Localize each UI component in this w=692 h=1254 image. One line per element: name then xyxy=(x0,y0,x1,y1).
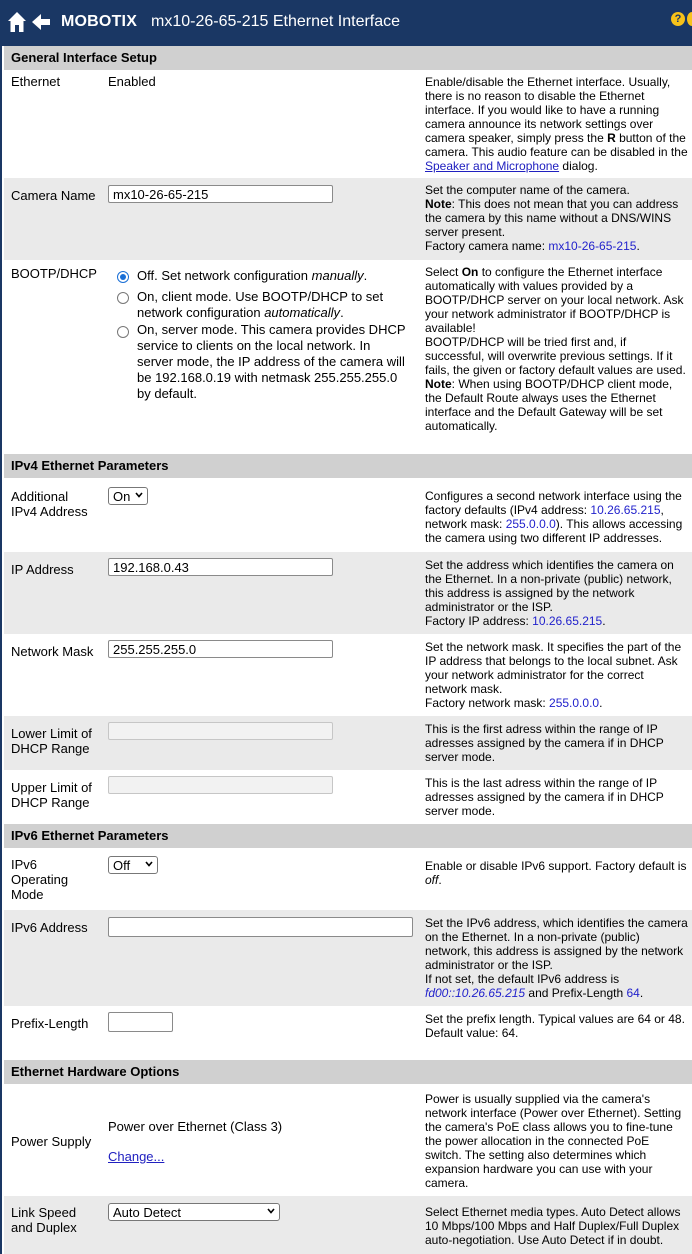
help-text: Default value: 64. xyxy=(425,1026,519,1040)
bootp-help xyxy=(425,265,688,433)
camera-name-label: Camera Name xyxy=(11,188,96,203)
help-icon-partial[interactable] xyxy=(687,12,692,26)
speaker-microphone-link[interactable]: Speaker and Microphone xyxy=(425,159,560,173)
dhcp-upper-input[interactable] xyxy=(108,776,333,794)
note-label: Note xyxy=(425,197,452,211)
label-line: Link Speed xyxy=(11,1205,77,1220)
ipv6-address-help xyxy=(425,916,688,1000)
ip-address-input[interactable] xyxy=(108,558,333,576)
label-line: Mode xyxy=(11,887,44,902)
row-additional-ipv4 xyxy=(4,478,692,552)
ipv6-address-label: IPv6 Address xyxy=(11,920,88,935)
bootp-off-radio[interactable] xyxy=(117,271,129,283)
help-text: If not set, the default IPv6 address is xyxy=(425,972,620,986)
ip-address-help xyxy=(425,558,688,628)
section-hardware xyxy=(4,1060,692,1084)
help-text: ). This allows accessing the camera using two different IP addresses. xyxy=(425,517,683,545)
help-text: Configures a second network interface using the factory defaults (IPv4 address: xyxy=(425,489,682,517)
row-bootp-dhcp xyxy=(4,260,692,454)
help-text: Set the network mask. It specifies the part of the IP address that belongs to the local subnet. Ask your network administrator for the correct network mask. xyxy=(425,640,682,696)
row-prefix-length xyxy=(4,1006,692,1060)
label-line: and Duplex xyxy=(11,1220,77,1235)
link-speed-select[interactable] xyxy=(108,1203,280,1221)
chevron-down-icon xyxy=(145,860,153,868)
main-content xyxy=(0,46,692,1254)
label-line: IPv6 xyxy=(11,857,38,872)
select-value: On xyxy=(113,489,131,504)
ethernet-label: Ethernet xyxy=(11,74,61,89)
brand-logo: MOBOTIX xyxy=(61,13,138,30)
factory-value: 10.26.65.215 xyxy=(590,503,661,517)
help-text: Enable or disable IPv6 support. Factory default is xyxy=(425,859,687,873)
camera-name-help xyxy=(425,183,688,253)
option-emphasis: manually xyxy=(311,268,364,283)
label-line: Additional xyxy=(11,489,69,504)
section-general xyxy=(4,46,692,70)
bootp-client-label xyxy=(137,289,409,321)
row-power-supply xyxy=(4,1084,692,1196)
factory-value: 255.0.0.0 xyxy=(505,517,556,531)
help-key: On xyxy=(461,265,479,279)
label-line: DHCP Range xyxy=(11,795,90,810)
select-value: Auto Detect xyxy=(113,1205,181,1220)
bootp-label: BOOTP/DHCP xyxy=(11,266,97,281)
help-text: and Prefix-Length xyxy=(525,986,627,1000)
help-text: . xyxy=(636,239,640,253)
help-emphasis: off xyxy=(425,873,439,887)
help-key: R xyxy=(607,131,616,145)
help-text: Set the prefix length. Typical values are 64 or 48. xyxy=(425,1012,685,1026)
help-text: Set the address which identifies the camera on the Ethernet. In a non-private (public) network, this address is assigned by the network administrator or the ISP. xyxy=(425,558,674,614)
factory-value: 255.0.0.0 xyxy=(549,696,600,710)
section-ipv6 xyxy=(4,824,692,848)
page-title: mx10-26-65-215 Ethernet Interface xyxy=(151,13,401,30)
power-supply-help: Power is usually supplied via the camera's network interface (Power over Ethernet). Setting the camera's PoE class allows you to fine-tune the power allocation in the connected PoE switch. The setting also determines which expansion hardware you can use with your camera. xyxy=(425,1092,682,1190)
factory-value: mx10-26-65-215 xyxy=(548,239,637,253)
select-value: Off xyxy=(113,858,131,873)
camera-name-input[interactable] xyxy=(108,185,333,203)
help-text: button of the camera. This audio feature can be disabled in the xyxy=(425,131,688,159)
power-supply-label: Power Supply xyxy=(11,1134,92,1149)
factory-value: 10.26.65.215 xyxy=(532,614,603,628)
home-icon[interactable] xyxy=(7,11,27,33)
option-text: . xyxy=(340,305,344,320)
label-line: Lower Limit of xyxy=(11,726,92,741)
dhcp-lower-input[interactable] xyxy=(108,722,333,740)
help-text: dialog. xyxy=(559,159,598,173)
option-emphasis: automatically xyxy=(264,305,341,320)
ethernet-value: Enabled xyxy=(108,74,156,89)
help-text: Enable/disable the Ethernet interface. Usually, there is no reason to disable the Ethernet interface. If you would like to have a running camera announce its network settings over camera speaker, simply press the xyxy=(425,75,671,145)
help-text: BOOTP/DHCP will be tried first and, if successful, will overwrite previous settings. If it fails, the given or factory default values are used. xyxy=(425,335,686,377)
help-text: : This does not mean that you can address the camera by this name without a DNS/WINS server present. xyxy=(425,197,679,239)
section-title: General Interface Setup xyxy=(11,50,157,65)
row-ipv6-address xyxy=(4,910,692,1006)
help-text: Factory IP address: xyxy=(425,614,533,628)
dhcp-lower-label xyxy=(11,726,92,756)
label-line: Upper Limit of xyxy=(11,780,92,795)
help-text: , network mask: xyxy=(425,503,664,531)
change-power-link[interactable]: Change... xyxy=(108,1149,165,1164)
prefix-length-input[interactable] xyxy=(108,1012,173,1032)
help-text: . xyxy=(639,986,644,1000)
section-ipv4 xyxy=(4,454,692,478)
ipv6-mode-label xyxy=(11,857,68,902)
help-text: Factory camera name: xyxy=(425,239,549,253)
dhcp-upper-help: This is the last adress within the range of IP adresses assigned by the camera if in DHCP server mode. xyxy=(425,776,664,818)
help-text: . xyxy=(438,873,442,887)
help-text: Select xyxy=(425,265,462,279)
ipv6-mode-select[interactable] xyxy=(108,856,158,874)
bootp-server-label: On, server mode. This camera provides DHCP service to clients on the local network. In server mode, the IP address of the camera will be 192.168.0.19 with netmask 255.255.255.0 by default. xyxy=(137,322,406,401)
prefix-length-help xyxy=(425,1012,688,1040)
option-text: Off. Set network configuration xyxy=(137,268,312,283)
ip-address-label: IP Address xyxy=(11,562,74,577)
option-text: . xyxy=(363,268,368,283)
ipv6-address-input[interactable] xyxy=(108,917,413,937)
bootp-server-radio[interactable] xyxy=(117,326,129,338)
label-line: Operating xyxy=(11,872,69,887)
help-text: . xyxy=(602,614,606,628)
help-text: . xyxy=(599,696,603,710)
section-title: Ethernet Hardware Options xyxy=(11,1064,180,1079)
factory-value: 64 xyxy=(626,986,640,1000)
prefix-length-label: Prefix-Length xyxy=(11,1016,89,1031)
help-text: to configure the Ethernet interface automatically with values provided by a BOOTP/DHCP server on your local network. Ask your network administrator if BOOTP/DHCP is available! xyxy=(425,265,684,335)
link-speed-label xyxy=(11,1205,77,1235)
row-link-speed xyxy=(4,1196,692,1254)
option-text: On, client mode. Use BOOTP/DHCP to set network configuration xyxy=(137,289,384,320)
factory-value: fd00::10.26.65.215 xyxy=(425,986,526,1000)
bootp-client-radio[interactable] xyxy=(117,292,129,304)
back-arrow-icon[interactable] xyxy=(32,14,50,30)
additional-ipv4-label xyxy=(11,489,88,519)
section-title: IPv4 Ethernet Parameters xyxy=(11,458,169,473)
row-ethernet xyxy=(4,70,692,178)
row-network-mask xyxy=(4,634,692,716)
bootp-off-label xyxy=(137,268,409,284)
help-text: Factory network mask: xyxy=(425,696,550,710)
additional-ipv4-help xyxy=(425,489,688,545)
row-ip-address xyxy=(4,552,692,634)
label-line: DHCP Range xyxy=(11,741,90,756)
help-text: : When using BOOTP/DHCP client mode, the Default Route always uses the Ethernet interface and the Default Gateway will be set automatically. xyxy=(425,377,673,433)
chevron-down-icon xyxy=(267,1207,275,1215)
network-mask-label: Network Mask xyxy=(11,644,94,659)
row-dhcp-upper xyxy=(4,770,692,824)
row-ipv6-mode xyxy=(4,848,692,910)
link-speed-help: Select Ethernet media types. Auto Detect allows 10 Mbps/100 Mbps and Half Duplex/Full Duplex auto-negotiation. Use Auto Detect if in doubt. xyxy=(425,1205,681,1247)
help-text: Set the IPv6 address, which identifies the camera on the Ethernet. In a non-private (public) network, this address is assigned by the network administrator or the ISP. xyxy=(425,916,688,972)
power-supply-value: Power over Ethernet (Class 3) xyxy=(108,1119,283,1134)
chevron-down-icon xyxy=(135,491,143,499)
additional-ipv4-select[interactable] xyxy=(108,487,148,505)
row-dhcp-lower xyxy=(4,716,692,770)
section-title: IPv6 Ethernet Parameters xyxy=(11,828,169,843)
network-mask-input[interactable] xyxy=(108,640,333,658)
row-camera-name xyxy=(4,178,692,260)
label-line: IPv4 Address xyxy=(11,504,88,519)
dhcp-lower-help: This is the first adress within the range of IP adresses assigned by the camera if in DHCP server mode. xyxy=(425,722,664,764)
network-mask-help xyxy=(425,640,688,710)
note-label: Note xyxy=(425,377,452,391)
ethernet-help xyxy=(425,75,688,173)
ipv6-mode-help xyxy=(425,859,688,887)
help-icon[interactable]: ? xyxy=(671,12,685,26)
help-text: Set the computer name of the camera. xyxy=(425,183,630,197)
title-bar xyxy=(0,0,692,46)
dhcp-upper-label xyxy=(11,780,92,810)
